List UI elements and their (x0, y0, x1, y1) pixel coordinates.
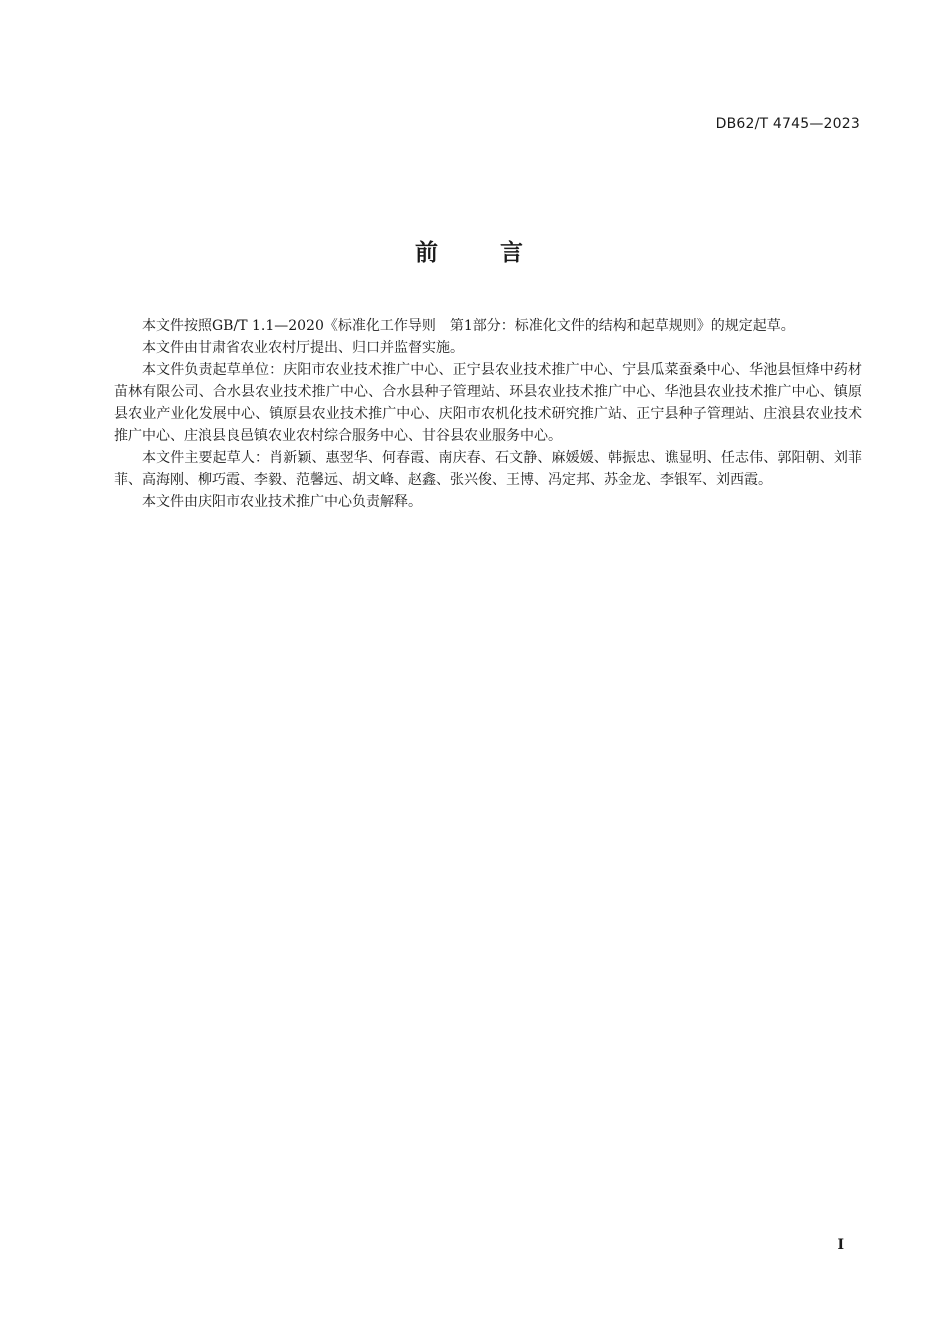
paragraph-drafting-units: 本文件负责起草单位：庆阳市农业技术推广中心、正宁县农业技术推广中心、宁县瓜菜蚕桑中心、华池县恒烽中药材苗林有限公司、合水县农业技术推广中心、合水县种子管理站、环县农业技术推广中心、华池县农业技术推广中心、镇原县农业产业化发展中心、镇原县农业技术推广中心、庆阳市农机化技术研究推广站、正宁县种子管理站、庄浪县农业技术推广中心、庄浪县良邑镇农业农村综合服务中心、甘谷县农业服务中心。 (114, 362, 862, 444)
foreword-body (114, 315, 862, 513)
document-code: DB62/T 4745—2023 (715, 116, 860, 132)
paragraph-drafting-rules: 本文件按照GB/T 1.1—2020《标准化工作导则 第1部分：标准化文件的结构和起草规则》的规定起草。 (142, 318, 795, 334)
paragraph-drafters: 本文件主要起草人：肖新颖、惠翌华、何春霞、南庆春、石文静、麻媛媛、韩振忠、谯显明、任志伟、郭阳朝、刘菲菲、高海刚、柳巧霞、李毅、范馨远、胡文峰、赵鑫、张兴俊、王博、冯定邦、苏金龙、李银军、刘西霞。 (114, 450, 862, 488)
paragraph-interpretation: 本文件由庆阳市农业技术推广中心负责解释。 (142, 494, 422, 510)
page-number: I (837, 1237, 844, 1253)
page-title: 前言 (415, 240, 585, 266)
paragraph-proposer: 本文件由甘肃省农业农村厅提出、归口并监督实施。 (142, 340, 464, 356)
